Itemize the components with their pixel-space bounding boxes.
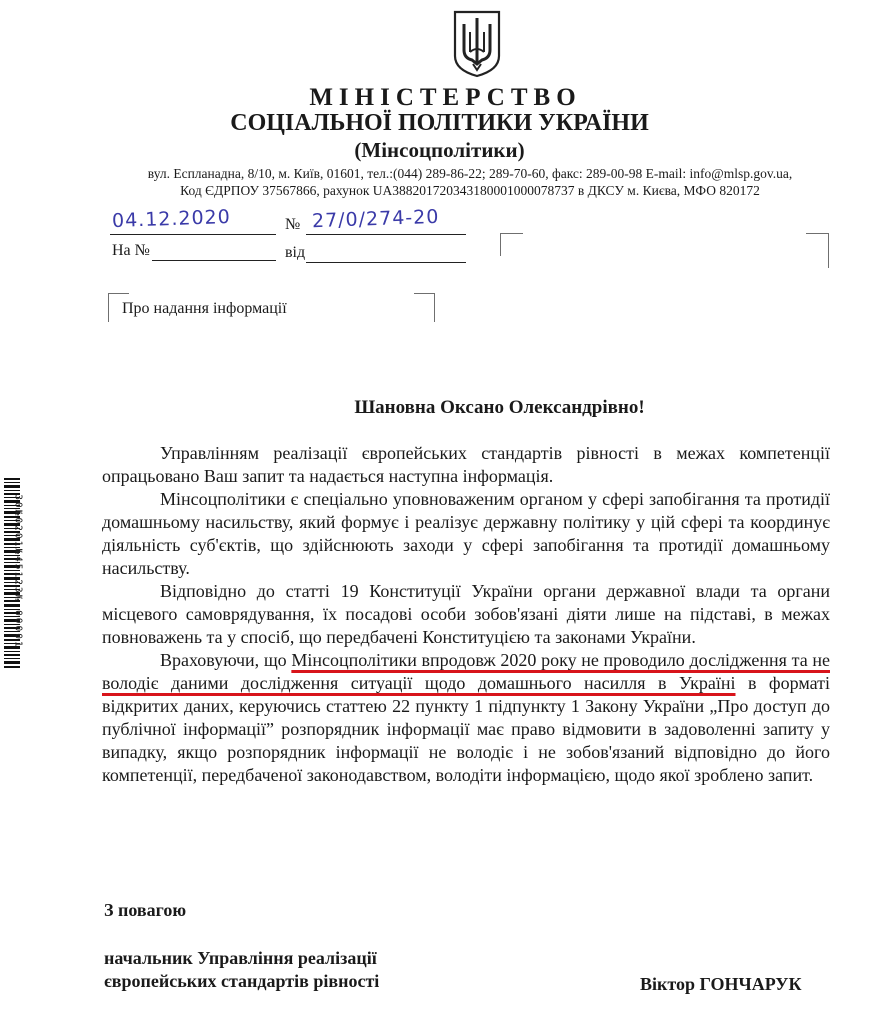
paragraph-2: Мінсоцполітики є спеціально уповноваженим органом у сфері запобігання та протидії домашньому насильству, який формує і реалізує державну політику у цій сфері та координує діяльність суб'єктів, що здійснюють заходи у сфері запобігання та протидії домашньому насильству.: [102, 489, 830, 578]
highlighted-statement: Мінсоцполітики впродовж 2020 року не проводило дослідження та не володіє даними дослідження ситуації щодо домашнього насилля в Україні: [102, 650, 830, 693]
paragraph-1: Управлінням реалізації європейських стандартів рівності в межах компетенції опрацьовано Ваш запит та надається наступна інформація.: [102, 443, 830, 486]
ministry-full-name: СОЦІАЛЬНОЇ ПОЛІТИКИ УКРАЇНИ: [230, 110, 649, 136]
signer-position-line2: європейських стандартів рівності: [104, 971, 380, 991]
number-line: [306, 234, 466, 235]
closing: З повагою: [104, 900, 187, 920]
barcode-number: 30№0201№45123№ 00001: [12, 494, 24, 649]
salutation: Шановна Оксано Олександрівно!: [354, 397, 645, 418]
ministry-short-name: (Мінсоцполітики): [354, 138, 525, 162]
paragraph-3: Відповідно до статті 19 Конституції України органи державної влади та органи місцевого самоврядування, їх посадові особи зобов'язані діяти лише на підставі, в межах повноважень та у спосіб, що передбачені Конституцією та законами України.: [102, 581, 830, 647]
letter-body: [102, 442, 830, 787]
date-line: [110, 234, 276, 235]
outgoing-date: 04.12.2020: [111, 205, 232, 233]
letter-subject: Про надання інформації: [122, 300, 287, 317]
recipient-corner-top-right: [806, 233, 829, 268]
incoming-number-label: На №: [112, 242, 150, 259]
outgoing-number: 27/0/274-20: [311, 205, 440, 233]
paragraph-4-start: Враховуючи, що: [160, 650, 292, 670]
recipient-corner-top-left: [500, 233, 523, 256]
signer-position-line1: начальник Управління реалізації: [104, 948, 377, 968]
ministry-name: МІНІСТЕРСТВО: [309, 84, 582, 111]
ministry-bank-details: Код ЄДРПОУ 37567866, рахунок UA388201720343180001000078737 в ДКСУ м. Києва, МФО 820172: [180, 183, 760, 198]
paragraph-4: [102, 649, 830, 787]
signer-name: Віктор ГОНЧАРУК: [640, 974, 802, 994]
incoming-date-line: [306, 262, 466, 263]
coat-of-arms-icon: [452, 10, 502, 78]
subject-corner-right: [414, 293, 435, 322]
incoming-date-label: від: [285, 244, 306, 261]
paragraph-4-rest: в форматі відкритих даних, керуючись статтею 22 пункту 1 підпункту 1 Закону України „Про доступ до публічної інформації” розпорядник інформації має право відмовити в задоволенні запиту у випадку, якщо розпорядник інформації не володіє і не зобов'язаний відповідно до його компетенції, передбаченої законодавством, володіти інформацією, щодо якої зроблено запит.: [102, 673, 830, 785]
number-sign: №: [285, 216, 301, 233]
incoming-number-line: [152, 260, 276, 261]
ministry-address: вул. Еспланадна, 8/10, м. Київ, 01601, тел.:(044) 289-86-22; 289-70-60, факс: 289-00-98 E-mail: info@mlsp.gov.ua,: [147, 166, 793, 181]
